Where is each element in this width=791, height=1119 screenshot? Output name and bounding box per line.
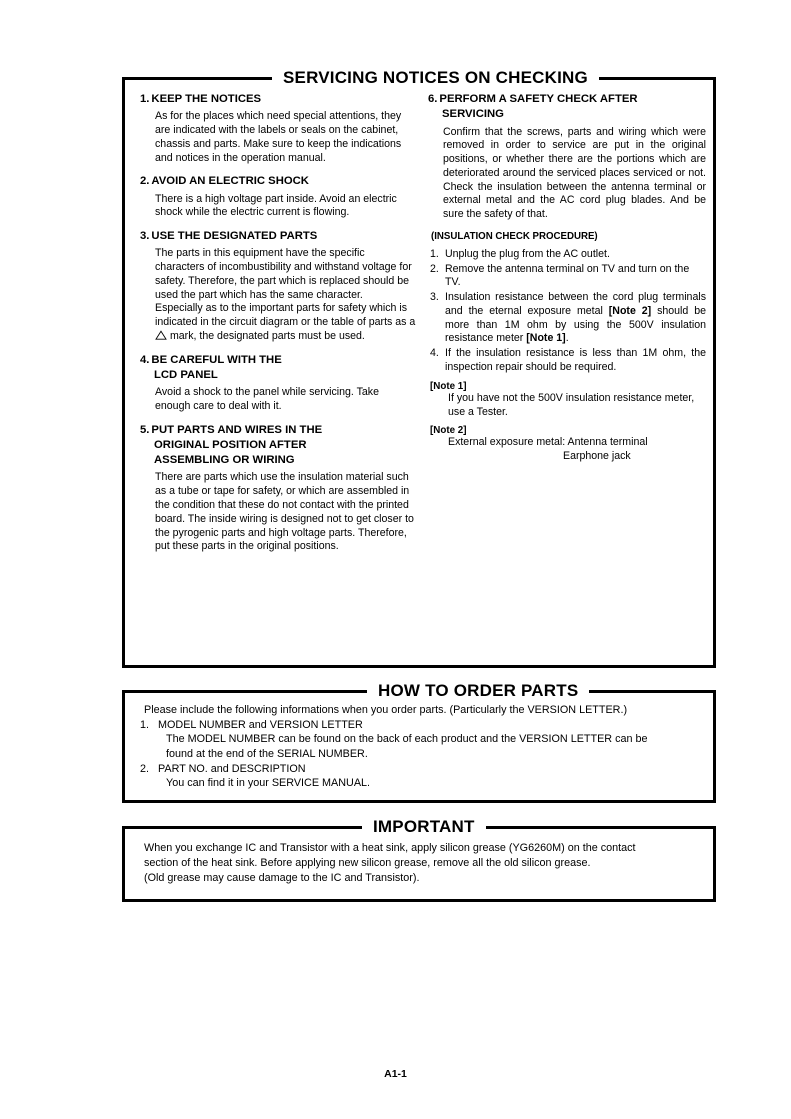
procedure-step-3-text-a: Insulation resistance between the cord plug terminals and the eternal exposure metal (445, 291, 706, 317)
order-section-title: HOW TO ORDER PARTS (367, 682, 589, 699)
notice-item-5-text: There are parts which use the insulation material such as a tube or tape for safety, or which are assembled in the condition that these do not contact with the printed board. The inside wiring is designed not to get closer to the pyrogenic parts and high voltage parts. Therefore, put these parts in the original positions. (155, 471, 414, 553)
important-section-title: IMPORTANT (362, 818, 486, 835)
procedure-step-4 (428, 347, 706, 375)
notice-item-1-text: As for the places which need special attentions, they are indicated with the labels or seals on the cabinet, chassis and parts. Make sure to keep the indications and notices in the operation manual. (155, 110, 402, 164)
notice-item-3-text-2b: mark, the designated parts must be used. (169, 329, 365, 342)
procedure-step-3-text-b: should be more than 1M ohm by using the 500V insulation resistance meter (445, 304, 706, 345)
notice-item-6-text: Confirm that the screws, parts and wiring which were removed in order to service are put in the original positions, or whether there are the portions which are deteriorated around the serviced places serviced or not. Check the insulation between the antenna terminal or external metal and the AC cord plug blades. And be sure the safety of that. (443, 125, 706, 221)
notices-right-column (416, 92, 706, 563)
notice-item-5-title-line1: PUT PARTS AND WIRES IN THE (151, 423, 323, 436)
page-number: A1-1 (384, 1068, 407, 1080)
note-2-label: [Note 2] (430, 425, 467, 437)
procedure-step-1-text: Unplug the plug from the AC outlet. (445, 247, 610, 260)
order-item-2-text: PART NO. and DESCRIPTION (158, 762, 306, 775)
notice-item-2 (140, 174, 416, 220)
how-to-order-parts-section (122, 681, 716, 803)
procedure-step-3-note1-ref: [Note 1] (526, 332, 566, 345)
notices-columns (132, 92, 706, 563)
procedure-step-3 (428, 291, 706, 346)
procedure-step-2 (428, 263, 706, 291)
notice-item-4-title-line2: LCD PANEL (154, 368, 218, 381)
notice-item-5-title-line2: ORIGINAL POSITION AFTER (154, 438, 307, 451)
notice-item-4-number: 4. (140, 353, 150, 366)
notice-item-6-title-line2: SERVICING (442, 108, 504, 121)
note-2-body (428, 436, 706, 464)
order-item-1-text: MODEL NUMBER and VERSION LETTER (158, 718, 363, 731)
procedure-step-3-text-c: . (565, 332, 569, 345)
notice-item-3-title: USE THE DESIGNATED PARTS (151, 230, 318, 243)
notice-item-2-title: AVOID AN ELECTRIC SHOCK (151, 175, 309, 188)
notices-section-title: SERVICING NOTICES ON CHECKING (272, 69, 599, 86)
order-item-1-sub-line1: The MODEL NUMBER can be found on the back of each product and the VERSION LETTER can be (166, 733, 648, 746)
important-line-1: When you exchange IC and Transistor with a heat sink, apply silicon grease (YG6260M) on the contact (144, 842, 636, 854)
procedure-step-1-marker: 1. (430, 247, 439, 260)
procedure-step-3-marker: 3. (430, 291, 439, 304)
notice-item-4-title-line1: BE CAREFUL WITH THE (151, 353, 282, 366)
insulation-check-procedure-list (428, 248, 706, 375)
notice-item-3-heading (140, 229, 416, 244)
notice-item-6 (428, 92, 706, 222)
notice-item-6-title-line1: PERFORM A SAFETY CHECK AFTER (439, 93, 638, 105)
order-content (122, 693, 716, 803)
procedure-step-2-text: Remove the antenna terminal on TV and turn on the TV. (445, 262, 690, 289)
note-2-body-line1: External exposure metal: Antenna terminal (448, 436, 648, 449)
procedure-step-2-marker: 2. (430, 262, 439, 275)
notice-item-2-body (140, 193, 416, 221)
notice-item-3-text-2 (155, 302, 416, 343)
notice-item-5-body (140, 471, 416, 554)
notice-item-3-body (140, 247, 416, 343)
notice-item-3-number: 3. (140, 230, 150, 243)
important-content (122, 829, 716, 902)
note-1-label: [Note 1] (430, 380, 467, 392)
notice-item-1-heading (140, 92, 416, 107)
notice-item-5-heading (140, 423, 416, 469)
notices-content (122, 80, 716, 668)
notice-item-2-heading (140, 174, 416, 189)
notice-item-6-number: 6. (428, 93, 438, 105)
order-item-1 (136, 718, 704, 762)
notice-item-6-heading (428, 92, 706, 123)
servicing-notices-section (122, 68, 716, 668)
notice-item-3-text-1: The parts in this equipment have the specific characters of incombustibility and withstand voltage for safety. Therefore, the part which is replaced should be used the part which has the same character. (155, 247, 412, 301)
notice-item-1 (140, 92, 416, 165)
note-2-body-line2: Earphone jack (563, 450, 631, 463)
important-body (136, 841, 702, 886)
important-line-2: section of the heat sink. Before applying new silicon grease, remove all the old silicon grease. (144, 856, 591, 869)
notice-item-4-body (140, 386, 416, 414)
notice-item-4-heading (140, 353, 416, 384)
notice-item-5 (140, 423, 416, 554)
order-item-1-marker: 1. (140, 718, 150, 731)
important-line-3: (Old grease may cause damage to the IC and Transistor). (144, 871, 420, 884)
order-item-1-sub-line2: found at the end of the SERIAL NUMBER. (166, 748, 368, 761)
notices-left-column (132, 92, 416, 563)
notice-item-1-body (140, 110, 416, 165)
procedure-step-4-marker: 4. (430, 347, 439, 360)
procedure-step-3-note2-ref: [Note 2] (608, 304, 652, 317)
notice-item-2-text: There is a high voltage part inside. Avoid an electric shock while the electric current is flowing. (155, 192, 397, 219)
notice-item-6-body (428, 126, 706, 222)
notice-item-4 (140, 353, 416, 414)
order-item-2-sub-line1: You can find it in your SERVICE MANUAL. (166, 777, 371, 790)
order-item-2 (136, 762, 704, 791)
notice-item-4-text: Avoid a shock to the panel while servicing. Take enough care to deal with it. (155, 386, 379, 412)
order-lead-text: Please include the following informations when you order parts. (Particularly the VERSION LETTER.) (144, 704, 628, 716)
order-items-list (136, 718, 704, 791)
notice-item-5-number: 5. (140, 423, 150, 436)
note-1-body: If you have not the 500V insulation resistance meter, use a Tester. (448, 391, 695, 418)
procedure-step-4-text: If the insulation resistance is less than 1M ohm, the inspection repair should be required. (445, 347, 706, 373)
insulation-check-procedure-title: (INSULATION CHECK PROCEDURE) (431, 230, 598, 242)
notice-item-1-number: 1. (140, 93, 150, 105)
notice-item-3-text-2a: Especially as to the important parts for safety which is indicated in the circuit diagram or the table of parts as a (155, 302, 416, 329)
important-section (122, 817, 716, 902)
procedure-step-1 (428, 248, 706, 262)
order-item-2-marker: 2. (140, 762, 150, 775)
notice-item-5-title-line3: ASSEMBLING OR WIRING (154, 454, 295, 467)
warning-triangle-icon (155, 330, 167, 340)
notice-item-1-title: KEEP THE NOTICES (151, 93, 262, 105)
notice-item-2-number: 2. (140, 175, 150, 188)
notice-item-3 (140, 229, 416, 344)
